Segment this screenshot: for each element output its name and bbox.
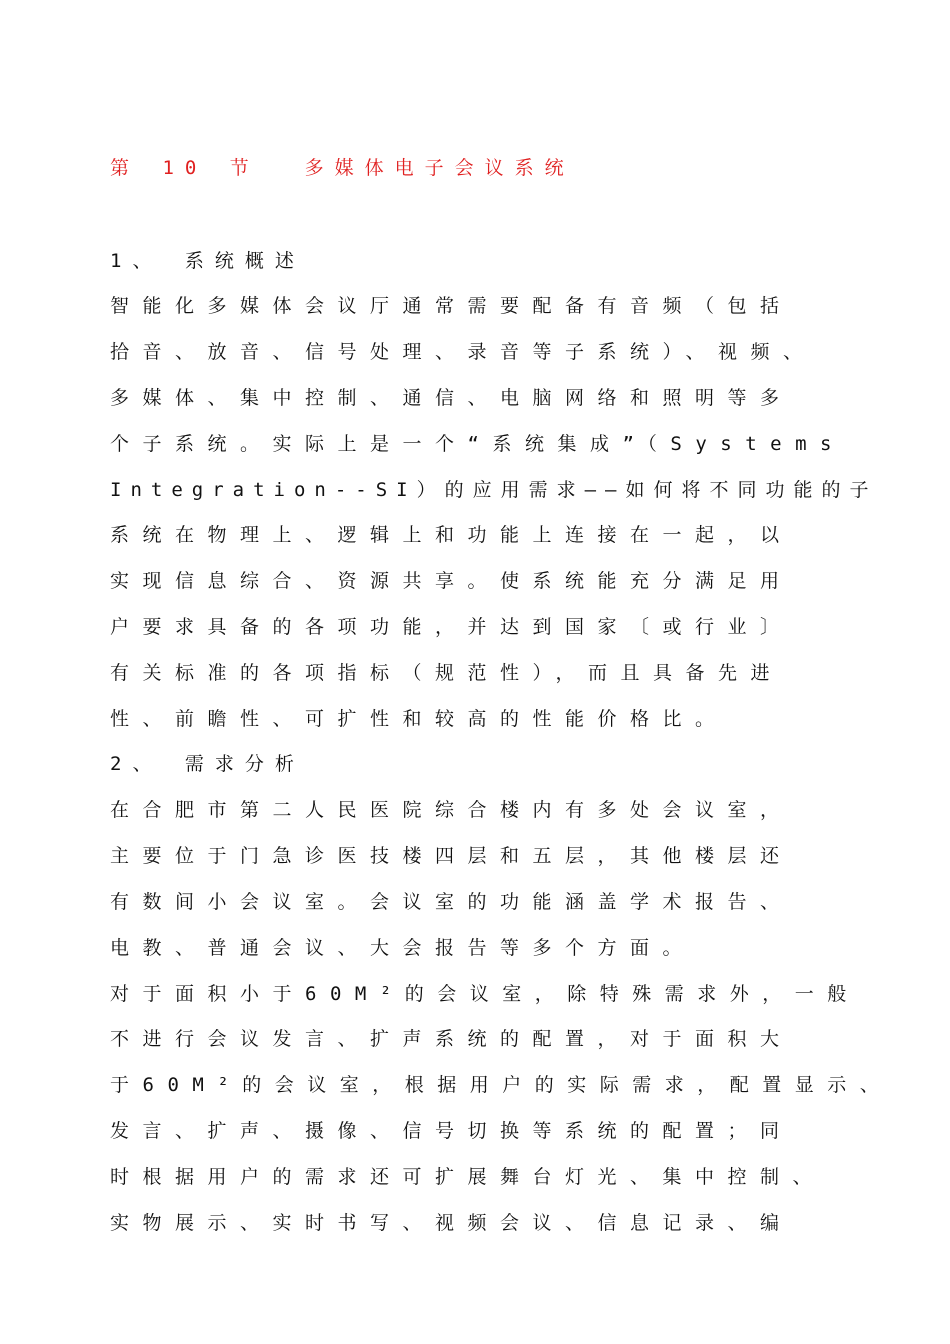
paragraph-line: 实物展示、实时书写、视频会议、信息记录、编: [110, 1212, 793, 1234]
paragraph-line: 时根据用户的需求还可扩展舞台灯光、集中控制、: [110, 1166, 826, 1188]
paragraph-line: 系统在物理上、逻辑上和功能上连接在一起，以: [110, 524, 793, 546]
paragraph-line: 多媒体、集中控制、通信、电脑网络和照明等多: [110, 387, 793, 409]
section1-heading: 1、 系统概述: [110, 250, 305, 272]
paragraph-line: 个子系统。实际上是一个“系统集成”（Systems: [110, 433, 845, 455]
paragraph-line: Integration--SI）的应用需求——如何将不同功能的子: [110, 479, 878, 501]
paragraph-line: 于60M²的会议室，根据用户的实际需求，配置显示、: [110, 1074, 893, 1096]
paragraph-line: 发言、扩声、摄像、信号切换等系统的配置；同: [110, 1120, 793, 1142]
paragraph-line: 不进行会议发言、扩声系统的配置，对于面积大: [110, 1028, 793, 1050]
paragraph-line: 主要位于门急诊医技楼四层和五层，其他楼层还: [110, 845, 793, 867]
paragraph-line: 性、前瞻性、可扩性和较高的性能价格比。: [110, 708, 728, 730]
paragraph-line: 拾音、放音、信号处理、录音等子系统）、视频、: [110, 341, 816, 363]
paragraph-line: 对于面积小于60M²的会议室，除特殊需求外，一般: [110, 983, 860, 1005]
section2-heading: 2、 需求分析: [110, 753, 305, 775]
paragraph-line: 有数间小会议室。会议室的功能涵盖学术报告、: [110, 891, 793, 913]
paragraph-line: 在合肥市第二人民医院综合楼内有多处会议室，: [110, 799, 793, 821]
paragraph-line: 智能化多媒体会议厅通常需要配备有音频（包括: [110, 295, 793, 317]
paragraph-line: 户要求具备的各项功能，并达到国家〔或行业〕: [110, 616, 793, 638]
paragraph-line: 电教、普通会议、大会报告等多个方面。: [110, 937, 696, 959]
section-title: 第 10 节 多媒体电子会议系统: [110, 157, 575, 179]
paragraph-line: 实现信息综合、资源共享。使系统能充分满足用: [110, 570, 793, 592]
paragraph-line: 有关标准的各项指标（规范性），而且具备先进: [110, 662, 784, 684]
